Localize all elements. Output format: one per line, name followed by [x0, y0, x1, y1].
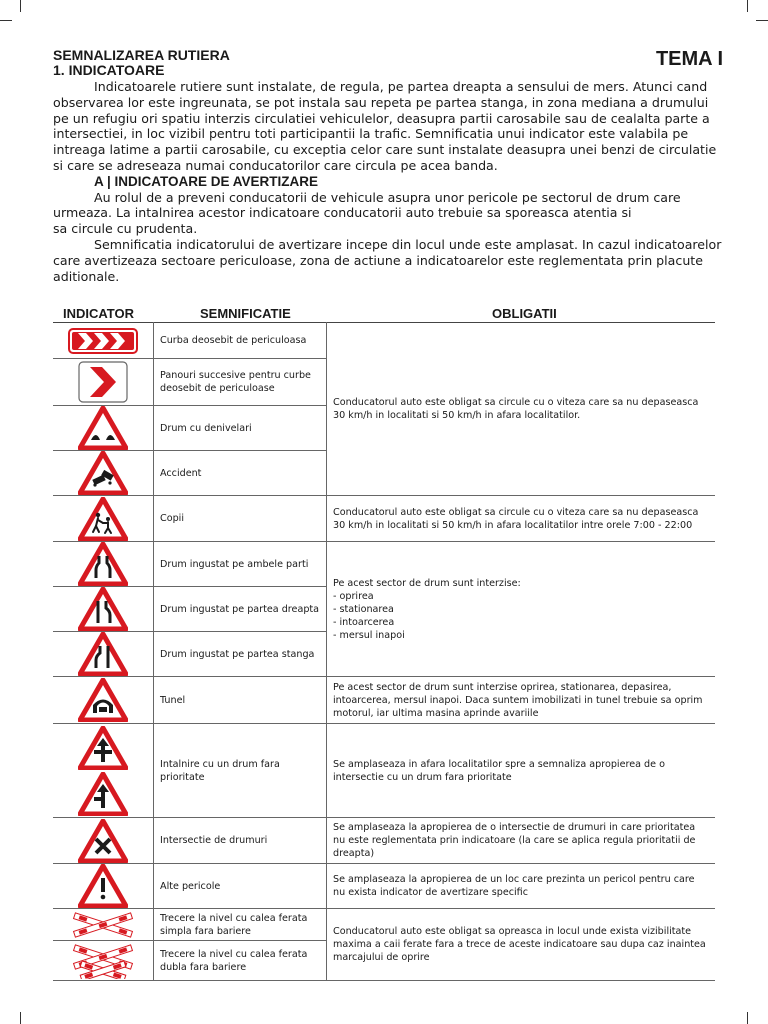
chevron-board-icon [68, 328, 138, 354]
obligation-cell: Se amplaseaza la apropierea de o intersectie de drumuri in care prioritatea nu este reglementata prin indicatoare (la care se aplica regula prioritatii de dreapta) [327, 818, 716, 864]
sign-cell [53, 864, 154, 909]
obligation-cell [327, 542, 716, 677]
railroad-double-icon [72, 943, 134, 979]
column-header-obligatii: OBLIGATII [492, 306, 557, 321]
obligation-intro: Pe acest sector de drum sunt interzise: [333, 577, 521, 589]
railroad-single-icon [72, 911, 134, 939]
sign-cell [53, 323, 154, 359]
column-header-semnificatie: SEMNIFICATIE [200, 306, 291, 321]
table-row [53, 677, 715, 724]
meaning-cell: Trecere la nivel cu calea ferata dubla fara bariere [154, 941, 327, 981]
crop-mark [756, 20, 768, 21]
meaning-cell: Copii [154, 496, 327, 542]
section-heading: A | INDICATOARE DE AVERTIZARE [94, 173, 319, 189]
sign-cell [53, 724, 154, 818]
table-row [53, 724, 715, 818]
header [53, 48, 723, 78]
avertizare-paragraph: Au rolul de a preveni conducatorii de vehicule asupra unor pericole pe sectorul de drum care urmeaza. La intalnirea acestor indicatoare conducatorii auto trebuie sa sporeasca atentia si [53, 189, 681, 221]
section-title: SEMNALIZAREA RUTIERA [53, 47, 230, 63]
table-row [53, 542, 715, 587]
obligation-item: - stationarea [333, 603, 394, 615]
crop-mark [20, 1012, 21, 1024]
road-narrows-both-icon [78, 542, 128, 586]
exclamation-icon [78, 864, 128, 908]
meaning-cell: Tunel [154, 677, 327, 724]
table-row [53, 496, 715, 542]
crop-mark [0, 20, 12, 21]
sign-cell [53, 677, 154, 724]
obligation-cell: Conducatorul auto este obligat sa circule cu o viteza care sa nu depaseasca 30 km/h in localitati si 50 km/h in afara localitatilor intre orele 7:00 - 22:00 [327, 496, 716, 542]
meaning-cell: Panouri succesive pentru curbe deosebit de periculoase [154, 359, 327, 406]
sign-cell [53, 632, 154, 677]
table-row [53, 909, 715, 941]
sign-cell [53, 909, 154, 941]
priority-road-side-icon [78, 772, 128, 816]
obligation-cell: Conducatorul auto este obligat sa circule cu o viteza care sa nu depaseasca 30 km/h in localitati si 50 km/h in afara localitatilor. [327, 323, 716, 496]
obligation-cell: Se amplaseaza la apropierea de un loc care prezinta un pericol pentru care nu exista indicator de avertizare specific [327, 864, 716, 909]
meaning-cell: Trecere la nivel cu calea ferata simpla fara bariere [154, 909, 327, 941]
obligation-cell: Pe acest sector de drum sunt interzise oprirea, stationarea, depasirea, intoarcerea, mersul inapoi. Daca suntem imobilizati in tunel trebuie sa oprim motorul, iar ultima masina aprinde avariile [327, 677, 716, 724]
meaning-cell: Intersectie de drumuri [154, 818, 327, 864]
obligation-item: - oprirea [333, 590, 374, 602]
sign-cell [53, 496, 154, 542]
tunnel-icon [78, 678, 128, 722]
table-row [53, 864, 715, 909]
table-row [53, 818, 715, 864]
sign-cell [53, 406, 154, 451]
obligation-item: - mersul inapoi [333, 629, 405, 641]
obligation-item: - intoarcerea [333, 616, 395, 628]
avertizare-paragraph-end: sa circule cu prudenta. [53, 221, 198, 237]
crop-mark [747, 1012, 748, 1024]
meaning-cell: Alte pericole [154, 864, 327, 909]
meaning-cell: Drum ingustat pe partea dreapta [154, 587, 327, 632]
obligation-cell: Se amplaseaza in afara localitatilor spre a semnaliza apropierea de o intersectie cu un drum fara prioritate [327, 724, 716, 818]
signs-table [53, 322, 715, 981]
sign-cell [53, 451, 154, 496]
sign-cell [53, 818, 154, 864]
intersection-icon [78, 819, 128, 863]
meaning-cell: Drum ingustat pe partea stanga [154, 632, 327, 677]
children-icon [78, 497, 128, 541]
meaning-cell: Accident [154, 451, 327, 496]
intro-paragraph: Indicatoarele rutiere sunt instalate, de regula, pe partea dreapta a sensului de mers. Atunci cand observarea lor este ingreunata, se pot instala sau repeta pe partea stanga, in zona mediana a drumului pe un refugiu ori spatiu interzis circulatiei vehiculelor, deasupra partii carosabile sau de cealalta parte a intersectiei, in loc vizibil pentru toti participantii la trafic. Semnificatia unui indicator este valabila pe intreaga latime a partii carosabile, cu exceptia celor care sunt instalate deasupra unei benzi de circulatie si care se adreseaza numai conducatorilor care circula pe acea banda. [53, 79, 717, 173]
road-narrows-right-icon [78, 587, 128, 631]
intro-text [53, 79, 725, 284]
sign-cell [53, 941, 154, 981]
accident-icon [78, 451, 128, 495]
meaning-cell: Drum ingustat pe ambele parti [154, 542, 327, 587]
sign-cell [53, 359, 154, 406]
bumpy-road-icon [78, 406, 128, 450]
table-row [53, 323, 715, 359]
subsection-title: 1. INDICATOARE [53, 62, 165, 78]
meaning-cell: Intalnire cu un drum fara prioritate [154, 724, 327, 818]
chevron-panel-icon [78, 361, 128, 403]
semnificatie-paragraph: Semnificatia indicatorului de avertizare incepe din locul unde este amplasat. In cazul indicatoarelor care avertizeaza sectoare periculoase, zona de actiune a indicatoarelor este reglementata prin placute aditionale. [53, 236, 722, 284]
column-header-indicator: INDICATOR [63, 306, 135, 321]
sign-cell [53, 587, 154, 632]
meaning-cell: Drum cu denivelari [154, 406, 327, 451]
priority-road-icon [78, 726, 128, 770]
meaning-cell: Curba deosebit de periculoasa [154, 323, 327, 359]
crop-mark [747, 0, 748, 12]
sign-cell [53, 542, 154, 587]
obligation-cell: Conducatorul auto este obligat sa opreasca in locul unde exista vizibilitate maxima a caii ferate fara a trece de aceste indicatoare sau dupa caz inaintea marcajului de oprire [327, 909, 716, 981]
road-narrows-left-icon [78, 632, 128, 676]
crop-mark [20, 0, 21, 12]
tema-label: TEMA I [655, 48, 723, 70]
